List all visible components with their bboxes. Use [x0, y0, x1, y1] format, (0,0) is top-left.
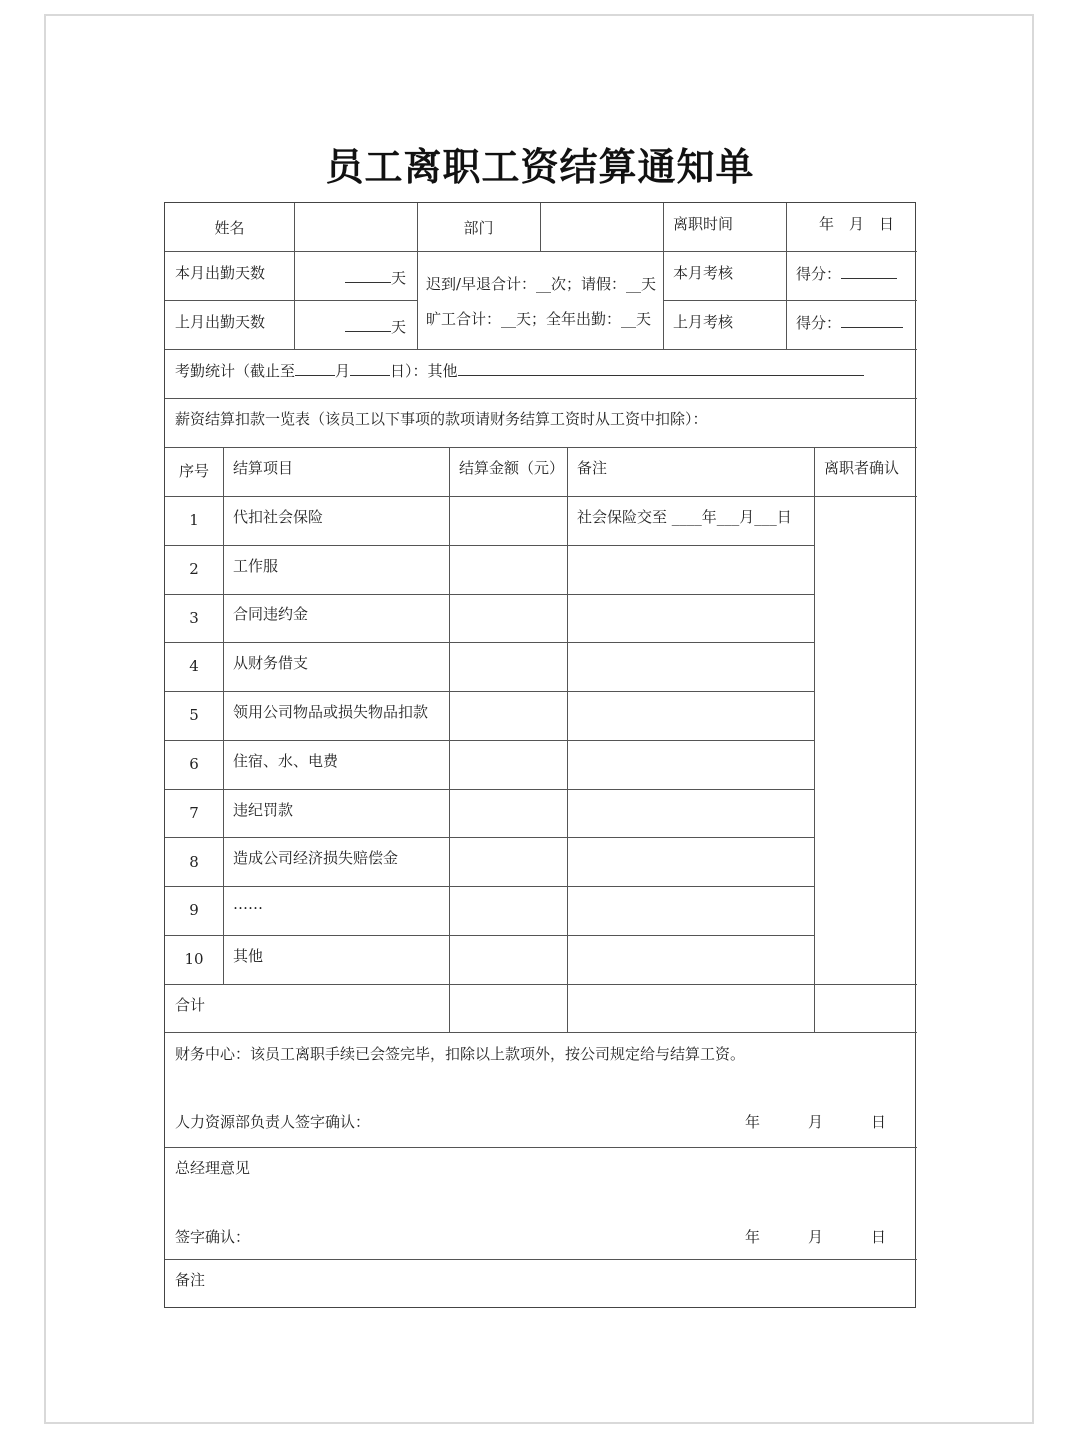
row-line	[165, 837, 814, 838]
row-line	[165, 642, 814, 643]
row-item: 其他	[233, 947, 264, 965]
col-line	[567, 447, 568, 1032]
row-line	[165, 496, 917, 497]
row-line	[165, 1147, 917, 1148]
row-no: 9	[189, 901, 199, 919]
this-month-review-label: 本月考核	[673, 264, 734, 282]
row-item: 代扣社会保险	[233, 508, 324, 526]
dept-label: 部门	[463, 219, 494, 237]
row-line	[165, 251, 917, 252]
row-line	[165, 984, 917, 985]
row-line	[165, 349, 917, 350]
row-line	[165, 886, 814, 887]
row-no: 6	[189, 755, 199, 773]
row-item: 造成公司经济损失赔偿金	[233, 849, 399, 867]
row-item: ……	[233, 895, 263, 913]
col-header-no: 序号	[178, 462, 209, 480]
row-line	[165, 935, 814, 936]
col-header-amount: 结算金额（元）	[459, 459, 565, 477]
attendance-stats-line: 考勤统计（截止至 月 日）：其他	[175, 361, 864, 380]
row-line	[165, 1259, 917, 1260]
hr-sign-month: 月	[808, 1113, 824, 1131]
col-line	[223, 447, 224, 984]
last-month-score-field: 得分：	[796, 313, 903, 332]
row-line	[165, 789, 814, 790]
col-header-confirm: 离职者确认	[824, 459, 900, 477]
total-label: 合计	[175, 996, 206, 1014]
last-month-days-field: 天	[345, 317, 406, 336]
col-line	[663, 203, 664, 349]
row-line	[165, 1032, 917, 1033]
row-item: 违纪罚款	[233, 801, 294, 819]
row-line	[165, 594, 814, 595]
row-line	[165, 398, 917, 399]
last-month-attendance-label: 上月出勤天数	[175, 313, 266, 331]
settlement-form	[164, 202, 916, 1308]
leave-time-label: 离职时间	[673, 215, 734, 233]
this-month-days-field: 天	[345, 268, 406, 287]
row-no: 3	[189, 609, 199, 627]
row-line	[165, 545, 814, 546]
last-month-review-label: 上月考核	[673, 313, 734, 331]
hr-sign-label: 人力资源部负责人签字确认：	[175, 1113, 371, 1131]
this-month-attendance-label: 本月出勤天数	[175, 264, 266, 282]
col-header-note: 备注	[577, 459, 608, 477]
gm-sign-month: 月	[808, 1228, 824, 1246]
deduction-intro: 薪资结算扣款一览表（该员工以下事项的款项请财务结算工资时从工资中扣除）：	[175, 410, 708, 428]
finance-statement: 财务中心：该员工离职手续已会签完毕，扣除以上款项外，按公司规定给与结算工资。	[175, 1045, 746, 1063]
row-line	[165, 740, 814, 741]
gm-sign-year: 年	[745, 1228, 761, 1246]
row-no: 10	[184, 950, 204, 968]
row-item: 领用公司物品或损失物品扣款	[233, 703, 429, 721]
late-leave-summary: 迟到/早退合计：__次；请假：__天	[426, 275, 657, 293]
absence-summary: 旷工合计：__天；全年出勤：__天	[426, 310, 652, 328]
name-label: 姓名	[214, 219, 245, 237]
hr-sign-year: 年	[745, 1113, 761, 1131]
row-item: 合同违约金	[233, 605, 309, 623]
col-header-item: 结算项目	[233, 459, 294, 477]
leave-date-field: 年 月 日	[819, 215, 895, 233]
row-item: 工作服	[233, 557, 279, 575]
row-no: 2	[189, 560, 199, 578]
row-no: 5	[189, 706, 199, 724]
gm-sign-label: 签字确认：	[175, 1228, 251, 1246]
row-line	[165, 691, 814, 692]
row-note: 社会保险交至 ____年___月___日	[577, 508, 792, 526]
form-title: 员工离职工资结算通知单	[325, 144, 755, 189]
row-no: 8	[189, 853, 199, 871]
row-no: 1	[189, 511, 199, 529]
col-line	[449, 447, 450, 1032]
gm-sign-day: 日	[871, 1228, 887, 1246]
row-line	[663, 300, 917, 301]
row-line	[165, 300, 417, 301]
row-item: 从财务借支	[233, 654, 309, 672]
hr-sign-day: 日	[871, 1113, 887, 1131]
row-no: 7	[189, 804, 199, 822]
col-line	[294, 203, 295, 349]
col-line	[540, 203, 541, 251]
remarks-label: 备注	[175, 1271, 206, 1289]
gm-opinion-label: 总经理意见	[175, 1159, 251, 1177]
this-month-score-field: 得分：	[796, 264, 897, 283]
row-item: 住宿、水、电费	[233, 752, 339, 770]
row-no: 4	[189, 657, 199, 675]
col-line	[786, 203, 787, 349]
col-line	[814, 447, 815, 1032]
row-line	[165, 447, 917, 448]
